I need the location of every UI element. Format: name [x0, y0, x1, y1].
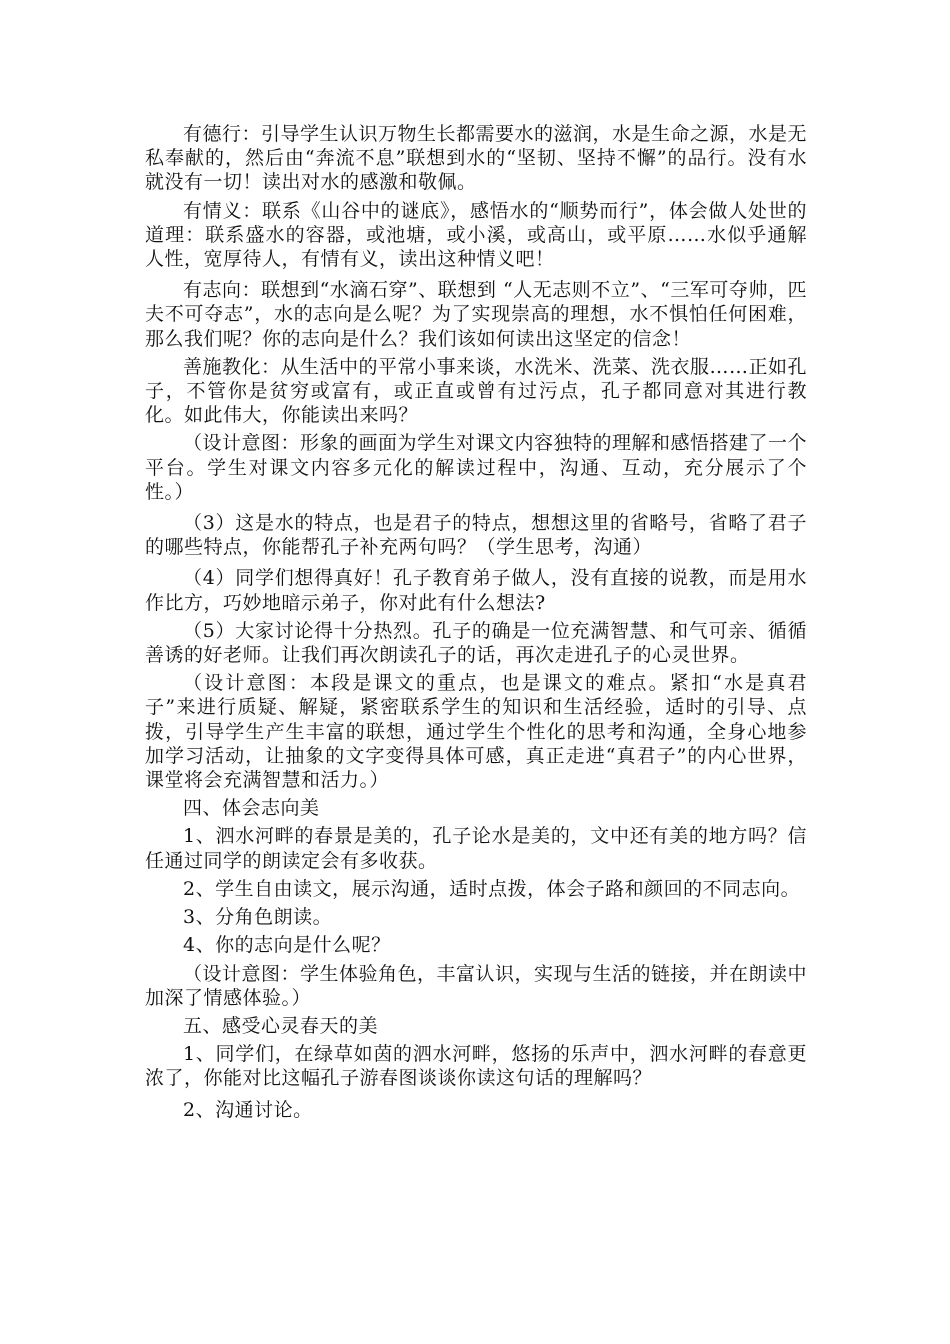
- document-page: [145, 122, 807, 1122]
- paragraph-item-2: 2、学生自由读文，展示沟通，适时点拨，体会子路和颜回的不同志向。: [183, 877, 801, 900]
- paragraph-item-3: 3、分角色朗读。: [183, 906, 333, 929]
- paragraph-virtue: 有德行：引导学生认识万物生长都需要水的滋润，水是生命之源，水是无私奉献的，然后由“奔流不息”联想到水的“坚韧、坚持不懈”的品行。没有水就没有一切！读出对水的感激和敬佩。: [145, 123, 808, 194]
- section-heading-5: 五、感受心灵春天的美: [183, 1014, 379, 1037]
- section-heading-4: 四、体会志向美: [183, 797, 320, 820]
- paragraph-item-5-1: 1、同学们，在绿草如茵的泗水河畔，悠扬的乐声中，泗水河畔的春意更浓了，你能对比这幅孔子游春图谈谈你读这句话的理解吗？: [145, 1043, 807, 1090]
- paragraph-item-5-2: 2、沟通讨论。: [183, 1098, 313, 1121]
- paragraph-design-intent-3: （设计意图：学生体验角色，丰富认识，实现与生活的链接，并在朗读中加深了情感体验。）: [145, 962, 808, 1009]
- paragraph-ambition: 有志向：联想到“水滴石穿”、联想到 “人无志则不立”、“三军可夺帅，匹夫不可夺志”，水的志向是么呢？为了实现崇高的理想，水不惧怕任何困难，那么我们呢？你的志向是什么？我们该如何读出这坚定的信念！: [145, 279, 807, 350]
- paragraph-affection: 有情义：联系《山谷中的谜底》，感悟水的“顺势而行”，体会做人处世的道理：联系盛水的容器，或池塘，或小溪，或高山，或平原……水似乎通解人性，宽厚待人，有情有义，读出这种情义吧！: [145, 199, 807, 271]
- paragraph-step-3: （3）这是水的特点，也是君子的特点，想想这里的省略号，省略了君子的哪些特点，你能帮孔子补充两句吗？（学生思考，沟通）: [145, 512, 807, 559]
- paragraph-education: 善施教化：从生活中的平常小事来谈，水洗米、洗菜、洗衣服……正如孔子，不管你是贫穷或富有，或正直或曾有过污点，孔子都同意对其进行教化。如此伟大，你能读出来吗？: [145, 355, 808, 427]
- paragraph-design-intent-1: （设计意图：形象的画面为学生对课文内容独特的理解和感悟搭建了一个平台。学生对课文内容多元化的解读过程中，沟通、互动，充分展示了个性。）: [145, 432, 808, 503]
- paragraph-item-4: 4、你的志向是什么呢？: [183, 934, 391, 957]
- paragraph-design-intent-2: （设计意图：本段是课文的重点，也是课文的难点。紧扣“水是真君子”来进行质疑、解疑，紧密联系学生的知识和生活经验，适时的引导、点拨，引导学生产生丰富的联想，通过学生个性化的思考和沟通，全身心地参加学习活动，让抽象的文字变得具体可感，真正走进“真君子”的内心世界，课堂将会充满智慧和活力。）: [145, 672, 807, 792]
- paragraph-step-5: （5）大家讨论得十分热烈。孔子的确是一位充满智慧、和气可亲、循循善诱的好老师。让我们再次朗读孔子的话，再次走进孔子的心灵世界。: [145, 619, 807, 667]
- paragraph-step-4: （4）同学们想得真好！孔子教育弟子做人，没有直接的说教，而是用水作比方，巧妙地暗示弟子，你对此有什么想法?: [145, 567, 807, 614]
- paragraph-item-1: 1、泗水河畔的春景是美的，孔子论水是美的，文中还有美的地方吗？信任通过同学的朗读定会有多收获。: [145, 825, 807, 872]
